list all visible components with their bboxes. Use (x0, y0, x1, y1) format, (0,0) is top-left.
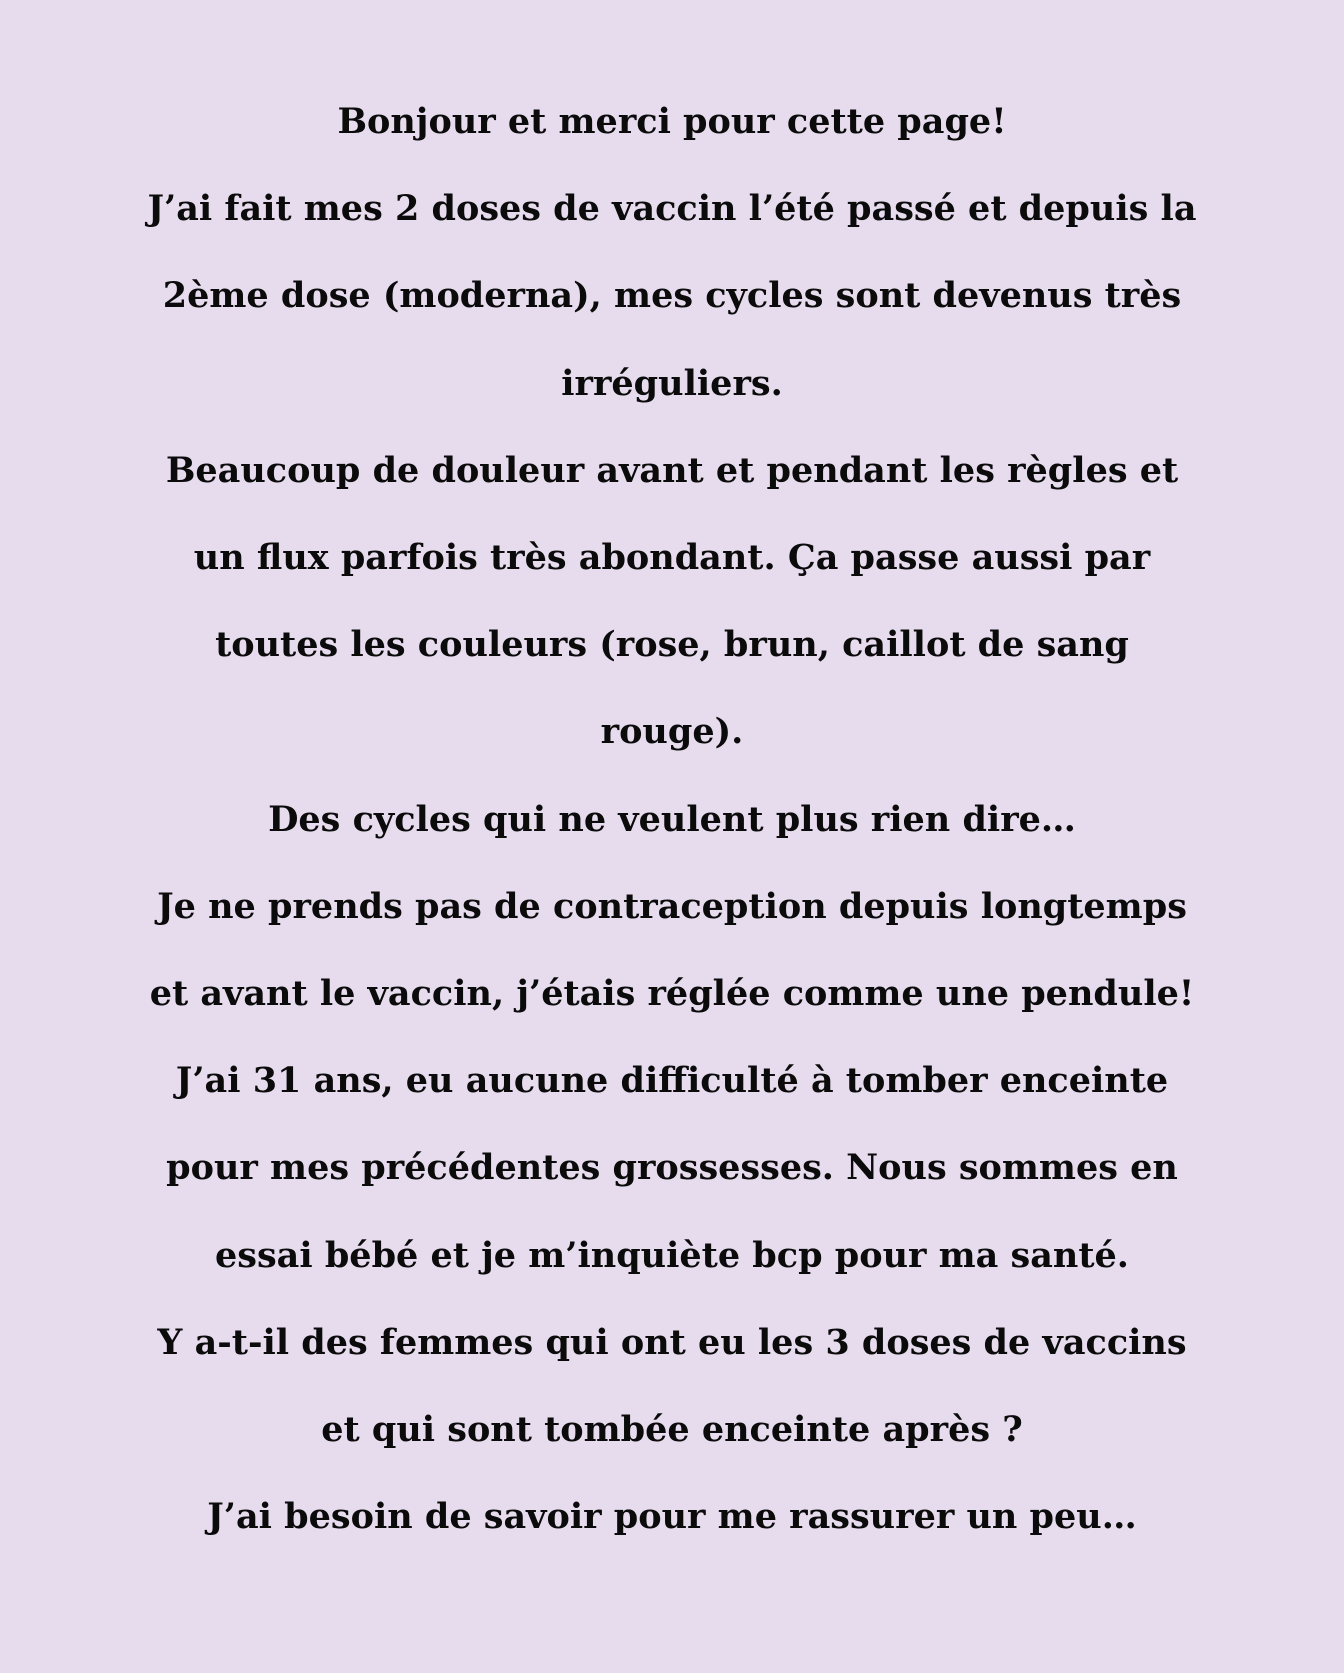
message-line: essai bébé et je m’inquiète bcp pour ma santé. (215, 1234, 1129, 1276)
message-line: J’ai 31 ans, eu aucune difficulté à tomber enceinte (175, 1060, 1169, 1102)
message-line: toutes les couleurs (rose, brun, caillot de sang (215, 624, 1129, 666)
message-line: et qui sont tombée enceinte après ? (321, 1409, 1023, 1451)
message-line: Bonjour et merci pour cette page! (337, 101, 1007, 142)
message-line: et avant le vaccin, j’étais réglée comme une pendule! (149, 973, 1195, 1015)
message-line: rouge). (600, 711, 744, 753)
message-line: Y a-t-il des femmes qui ont eu les 3 doses de vaccins (157, 1321, 1187, 1363)
message-line: Des cycles qui ne veulent plus rien dire… (268, 798, 1076, 840)
message-line: J’ai fait mes 2 doses de vaccin l’été passé et depuis la (147, 188, 1197, 230)
message-line: Beaucoup de douleur avant et pendant les règles et (165, 449, 1179, 491)
message-line: un flux parfois très abondant. Ça passe aussi par (193, 537, 1151, 579)
message-line: pour mes précédentes grossesses. Nous sommes en (166, 1147, 1178, 1189)
message-line: Je ne prends pas de contraception depuis longtemps (157, 885, 1187, 927)
message-line: J’ai besoin de savoir pour me rassurer un peu… (207, 1496, 1137, 1538)
message-text-block (60, 78, 1284, 1560)
message-line: irréguliers. (561, 362, 783, 404)
message-line: 2ème dose (moderna), mes cycles sont devenus très (162, 275, 1182, 317)
